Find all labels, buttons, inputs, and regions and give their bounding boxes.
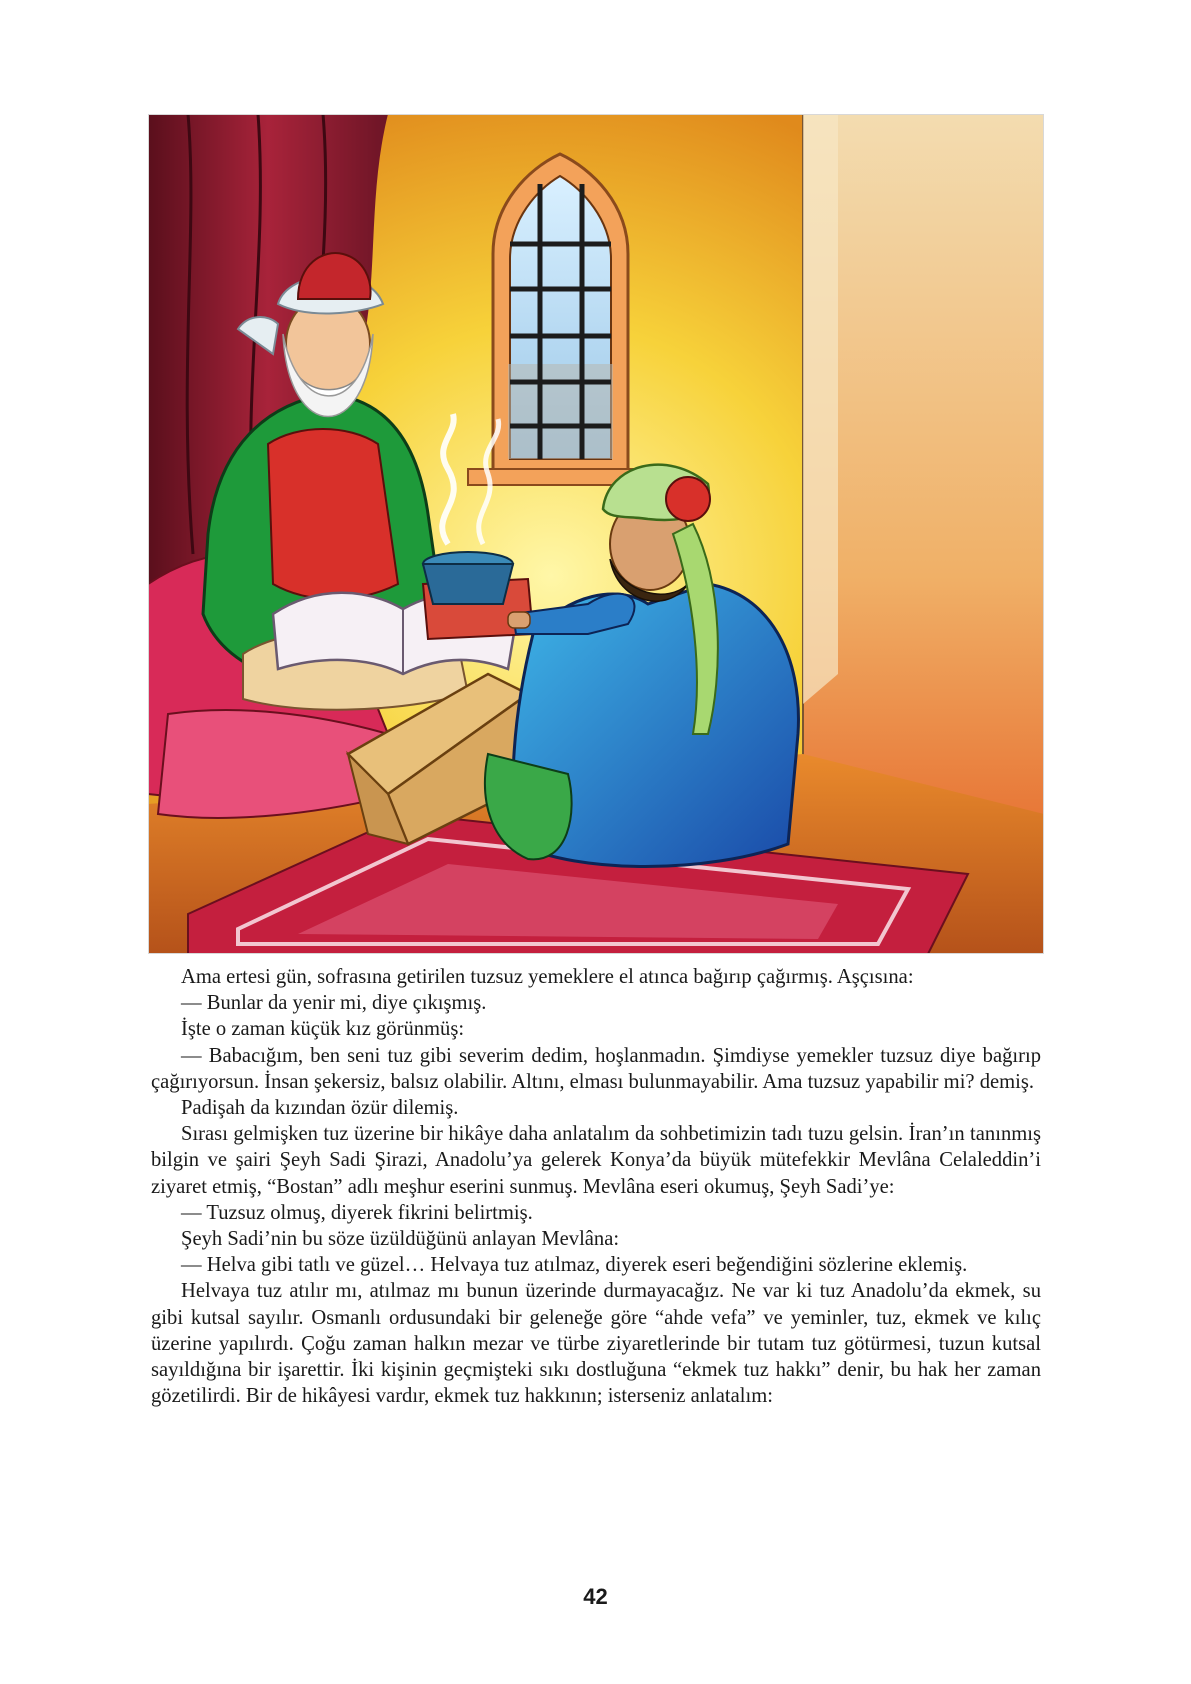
story-illustration — [148, 114, 1044, 954]
dialogue-line: — Bunlar da yenir mi, diye çıkışmış. — [181, 992, 487, 1015]
dialogue-line: — Helva gibi tatlı ve güzel… Helvaya tuz atılmaz, diyerek eseri beğendiğini sözlerine eklemiş. — [181, 1254, 968, 1277]
paragraph: Ama ertesi gün, sofrasına getirilen tuzsuz yemeklere el atınca bağırıp çağırmış. Aşçısına: — [181, 966, 914, 988]
page-number: 42 — [583, 1584, 608, 1609]
paragraph: İşte o zaman küçük kız görünmüş: — [181, 1018, 465, 1041]
dialogue-line: — Tuzsuz olmuş, diyerek fikrini belirtmiş. — [181, 1201, 533, 1224]
paragraph: Şeyh Sadi’nin bu söze üzüldüğünü anlayan Mevlâna: — [181, 1228, 620, 1251]
story-text — [151, 964, 1041, 1409]
paragraph: Padişah da kızından özür dilemiş. — [181, 1097, 459, 1120]
paragraph: Helvaya tuz atılır mı, atılmaz mı bunun üzerinde durmayacağız. Ne var ki tuz Anadolu’da ekmek, su gibi kutsal sayılır. Osmanlı ordusundaki bir geleneğe göre “ahde vefa” ve yeminler, tuz, ekmek ve kılıç üzerine yapılırdı. Çoğu zaman halkın mezar ve türbe ziyaretlerinde bir tutam tuz götürmesi, tuzun kutsal sayıldığına bir işarettir. İki kişinin geçmişteki sıkı dostluğuna “ekmek tuz hakkı” denir, bu hak her zaman gözetilirdi. Bir de hikâyesi vardır, ekmek tuz hakkının; isterseniz anlatalım: — [151, 1280, 1041, 1408]
paragraph: Sırası gelmişken tuz üzerine bir hikâye daha anlatalım da sohbetimizin tadı tuzu gelsin. İran’ın tanınmış bilgin ve şairi Şeyh Sadi Şirazi, Anadolu’ya gelerek Konya’da büyük mütefekkir Mevlâna Celaleddin’i ziyaret etmiş, “Bostan” adlı meşhur eserini sunmuş. Mevlâna eseri okumuş, Şeyh Sadi’ye: — [151, 1123, 1041, 1198]
dialogue-line: — Babacığım, ben seni tuz gibi severim dedim, hoşlanmadın. Şimdiyse yemekler tuzsuz diye bağırıp çağırıyorsun. İnsan şekersiz, balsız olabilir. Altını, elması bulunmayabilir. Ama tuzsuz yapabilir mi? demiş. — [151, 1044, 1041, 1093]
